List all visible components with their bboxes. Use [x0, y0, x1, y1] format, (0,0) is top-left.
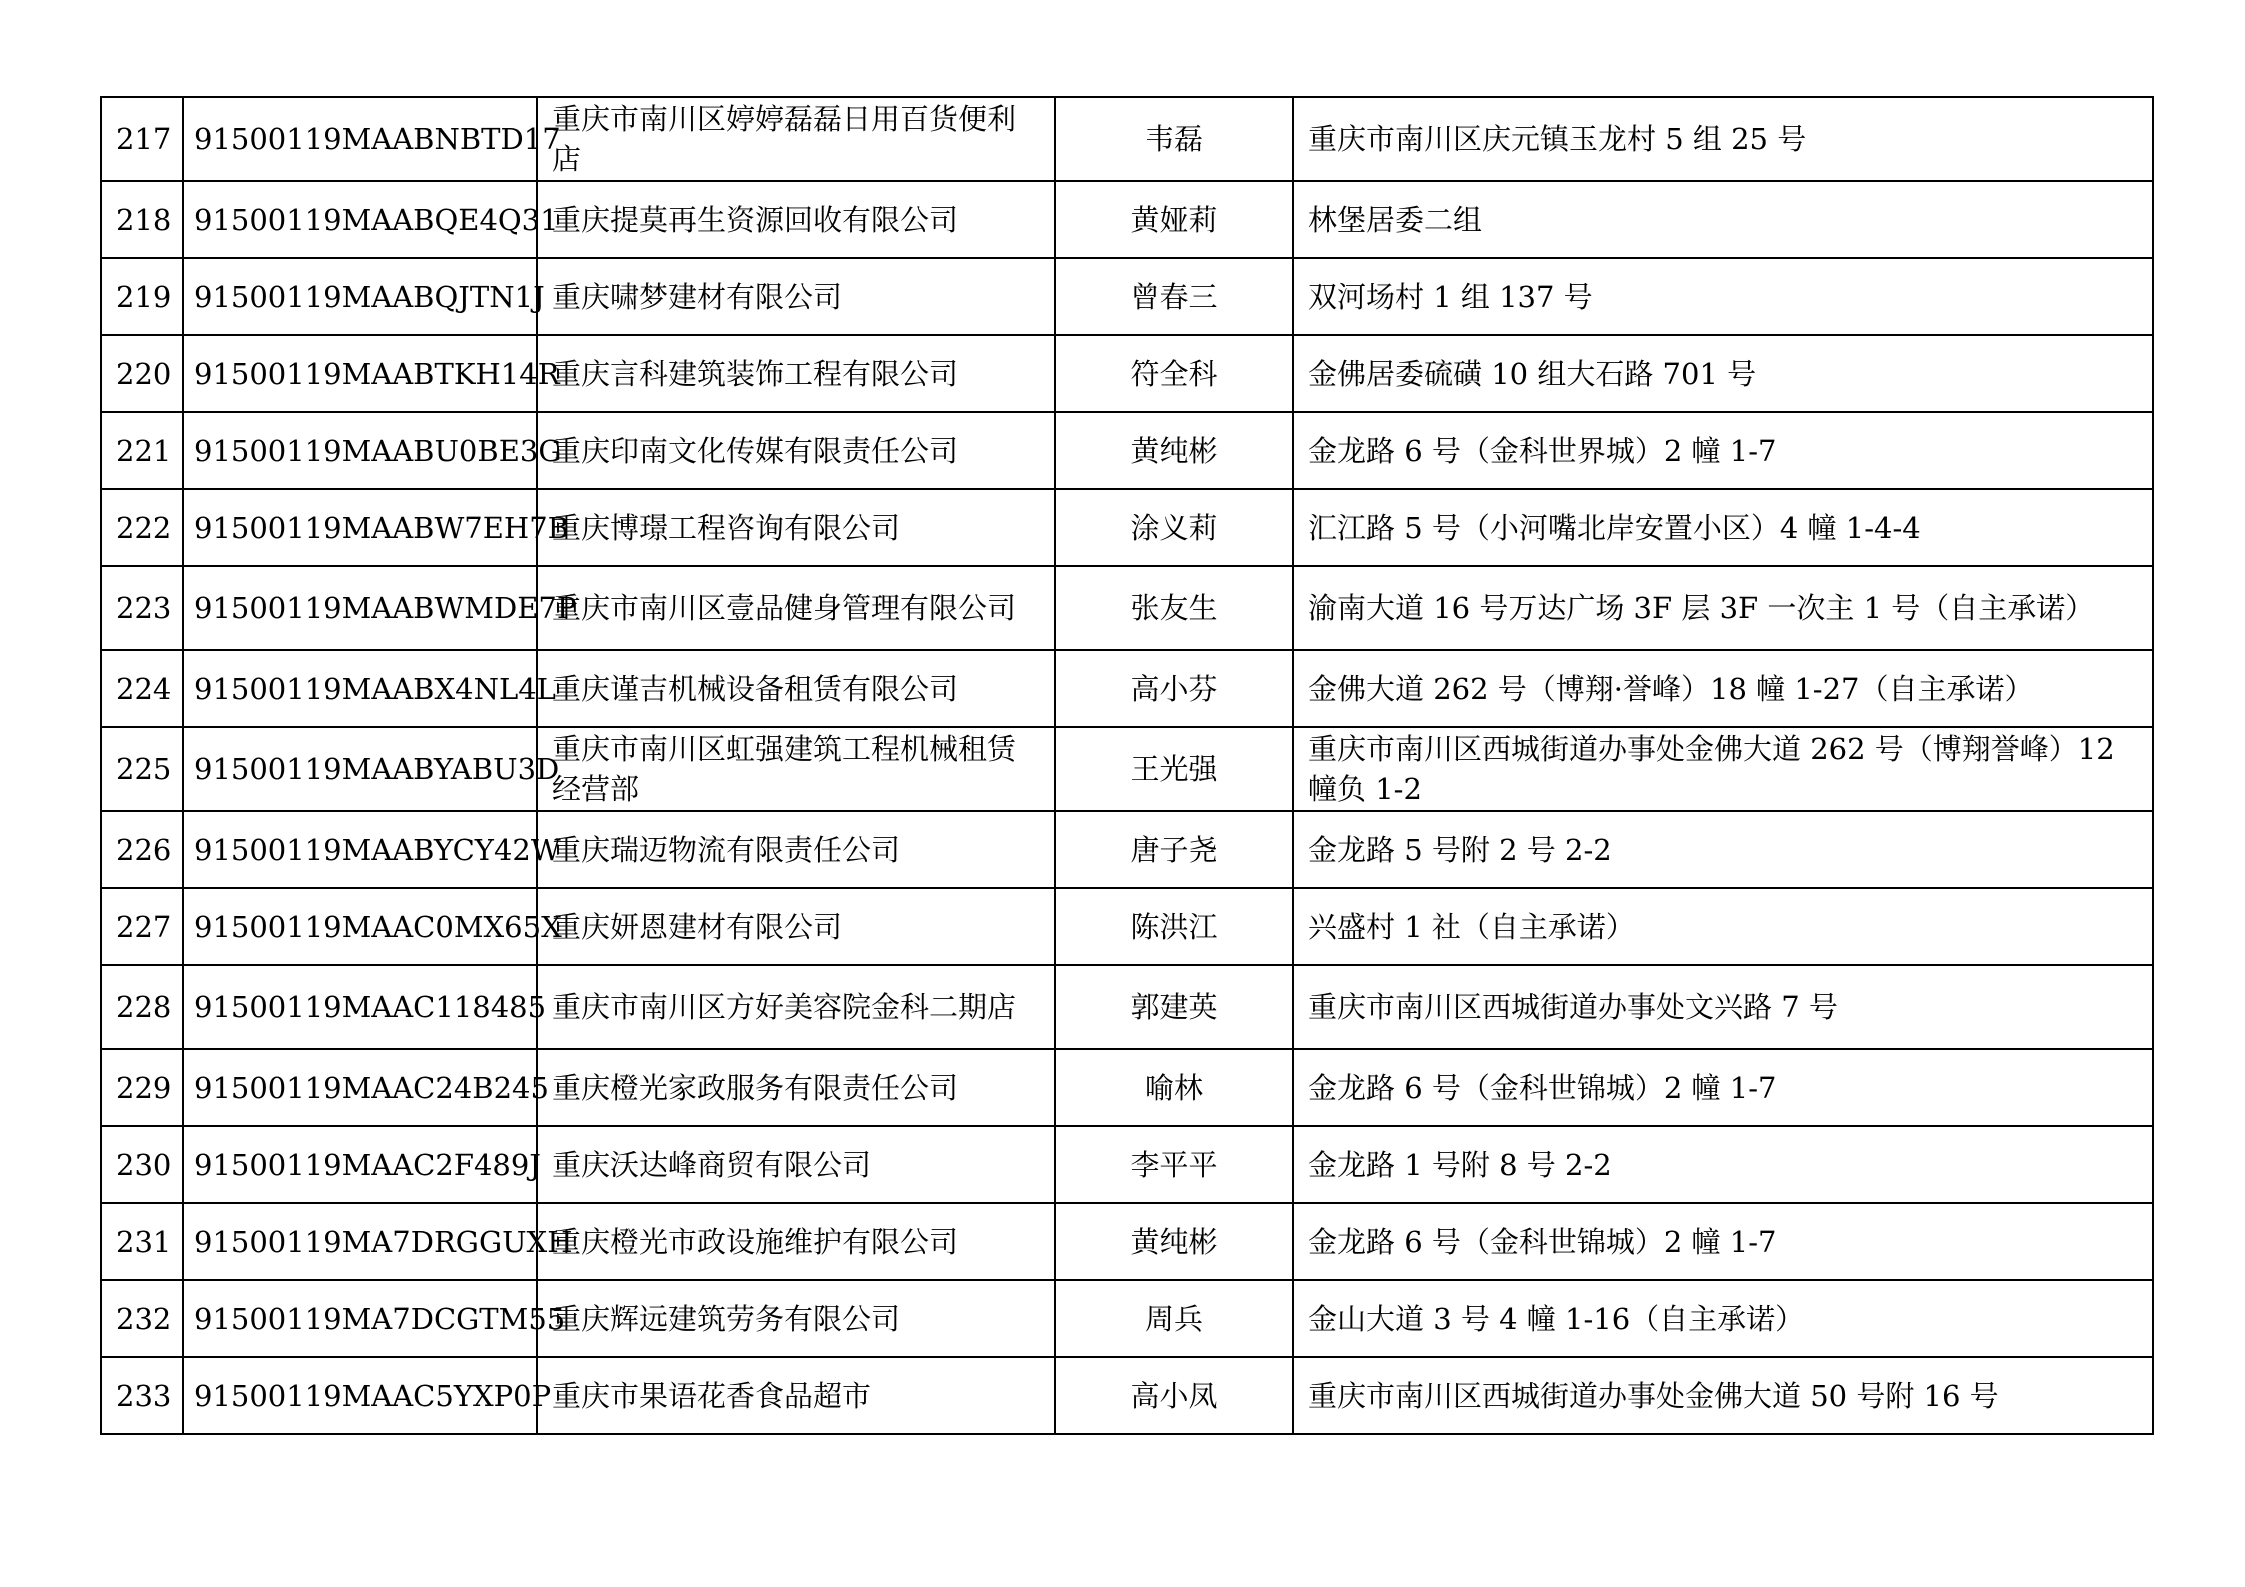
company-name: 重庆市南川区壹品健身管理有限公司	[537, 566, 1055, 650]
table-row	[101, 335, 2153, 412]
company-name: 重庆言科建筑装饰工程有限公司	[537, 335, 1055, 412]
legal-representative: 黄娅莉	[1055, 181, 1293, 258]
row-number: 228	[101, 965, 183, 1049]
company-name: 重庆印南文化传媒有限责任公司	[537, 412, 1055, 489]
table-row	[101, 1357, 2153, 1434]
address: 金龙路 5 号附 2 号 2-2	[1293, 811, 2153, 888]
legal-representative: 高小芬	[1055, 650, 1293, 727]
address: 汇江路 5 号（小河嘴北岸安置小区）4 幢 1-4-4	[1293, 489, 2153, 566]
table-row	[101, 1203, 2153, 1280]
registry-table-body	[101, 97, 2153, 1434]
row-number: 220	[101, 335, 183, 412]
legal-representative: 唐子尧	[1055, 811, 1293, 888]
row-number: 226	[101, 811, 183, 888]
address: 重庆市南川区西城街道办事处金佛大道 262 号（博翔誉峰）12 幢负 1-2	[1293, 727, 2153, 811]
legal-representative: 周兵	[1055, 1280, 1293, 1357]
table-row	[101, 965, 2153, 1049]
credit-code: 91500119MAABW7EH7B	[183, 489, 537, 566]
credit-code: 91500119MAABYABU3D	[183, 727, 537, 811]
company-name: 重庆博璟工程咨询有限公司	[537, 489, 1055, 566]
credit-code: 91500119MAABU0BE3G	[183, 412, 537, 489]
company-name: 重庆市果语花香食品超市	[537, 1357, 1055, 1434]
credit-code: 91500119MAABX4NL4L	[183, 650, 537, 727]
address: 金佛大道 262 号（博翔·誉峰）18 幢 1-27（自主承诺）	[1293, 650, 2153, 727]
table-row	[101, 412, 2153, 489]
registry-table	[100, 96, 2154, 1435]
row-number: 221	[101, 412, 183, 489]
table-row	[101, 1126, 2153, 1203]
address: 金龙路 6 号（金科世界城）2 幢 1-7	[1293, 412, 2153, 489]
address: 林堡居委二组	[1293, 181, 2153, 258]
company-name: 重庆橙光市政设施维护有限公司	[537, 1203, 1055, 1280]
company-name: 重庆沃达峰商贸有限公司	[537, 1126, 1055, 1203]
row-number: 229	[101, 1049, 183, 1126]
address: 渝南大道 16 号万达广场 3F 层 3F 一次主 1 号（自主承诺）	[1293, 566, 2153, 650]
company-name: 重庆市南川区虹强建筑工程机械租赁经营部	[537, 727, 1055, 811]
table-row	[101, 181, 2153, 258]
table-row	[101, 888, 2153, 965]
address: 兴盛村 1 社（自主承诺）	[1293, 888, 2153, 965]
company-name: 重庆啸梦建材有限公司	[537, 258, 1055, 335]
legal-representative: 王光强	[1055, 727, 1293, 811]
company-name: 重庆妍恩建材有限公司	[537, 888, 1055, 965]
row-number: 218	[101, 181, 183, 258]
legal-representative: 曾春三	[1055, 258, 1293, 335]
legal-representative: 黄纯彬	[1055, 1203, 1293, 1280]
table-row	[101, 727, 2153, 811]
legal-representative: 涂义莉	[1055, 489, 1293, 566]
table-row	[101, 811, 2153, 888]
credit-code: 91500119MAABQJTN1J	[183, 258, 537, 335]
legal-representative: 韦磊	[1055, 97, 1293, 181]
legal-representative: 张友生	[1055, 566, 1293, 650]
address: 重庆市南川区庆元镇玉龙村 5 组 25 号	[1293, 97, 2153, 181]
legal-representative: 陈洪江	[1055, 888, 1293, 965]
row-number: 219	[101, 258, 183, 335]
table-row	[101, 1280, 2153, 1357]
address: 金佛居委硫磺 10 组大石路 701 号	[1293, 335, 2153, 412]
address: 重庆市南川区西城街道办事处金佛大道 50 号附 16 号	[1293, 1357, 2153, 1434]
legal-representative: 高小凤	[1055, 1357, 1293, 1434]
address: 金龙路 6 号（金科世锦城）2 幢 1-7	[1293, 1203, 2153, 1280]
credit-code: 91500119MAAC24B245	[183, 1049, 537, 1126]
row-number: 230	[101, 1126, 183, 1203]
credit-code: 91500119MA7DCGTM55	[183, 1280, 537, 1357]
credit-code: 91500119MAAC118485	[183, 965, 537, 1049]
address: 双河场村 1 组 137 号	[1293, 258, 2153, 335]
row-number: 224	[101, 650, 183, 727]
credit-code: 91500119MAABWMDE7P	[183, 566, 537, 650]
legal-representative: 喻林	[1055, 1049, 1293, 1126]
credit-code: 91500119MAAC0MX65X	[183, 888, 537, 965]
address: 金山大道 3 号 4 幢 1-16（自主承诺）	[1293, 1280, 2153, 1357]
credit-code: 91500119MAAC2F489J	[183, 1126, 537, 1203]
table-row	[101, 97, 2153, 181]
legal-representative: 李平平	[1055, 1126, 1293, 1203]
company-name: 重庆谨吉机械设备租赁有限公司	[537, 650, 1055, 727]
row-number: 222	[101, 489, 183, 566]
credit-code: 91500119MA7DRGGUXH	[183, 1203, 537, 1280]
legal-representative: 黄纯彬	[1055, 412, 1293, 489]
credit-code: 91500119MAABQE4Q31	[183, 181, 537, 258]
row-number: 227	[101, 888, 183, 965]
company-name: 重庆市南川区方好美容院金科二期店	[537, 965, 1055, 1049]
table-row	[101, 1049, 2153, 1126]
company-name: 重庆市南川区婷婷磊磊日用百货便利店	[537, 97, 1055, 181]
legal-representative: 郭建英	[1055, 965, 1293, 1049]
company-name: 重庆瑞迈物流有限责任公司	[537, 811, 1055, 888]
company-name: 重庆辉远建筑劳务有限公司	[537, 1280, 1055, 1357]
company-name: 重庆提莫再生资源回收有限公司	[537, 181, 1055, 258]
credit-code: 91500119MAABNBTD17	[183, 97, 537, 181]
table-row	[101, 258, 2153, 335]
table-row	[101, 489, 2153, 566]
row-number: 233	[101, 1357, 183, 1434]
row-number: 223	[101, 566, 183, 650]
row-number: 225	[101, 727, 183, 811]
table-row	[101, 566, 2153, 650]
table-row	[101, 650, 2153, 727]
address: 重庆市南川区西城街道办事处文兴路 7 号	[1293, 965, 2153, 1049]
credit-code: 91500119MAAC5YXP0P	[183, 1357, 537, 1434]
credit-code: 91500119MAABTKH14R	[183, 335, 537, 412]
address: 金龙路 6 号（金科世锦城）2 幢 1-7	[1293, 1049, 2153, 1126]
row-number: 231	[101, 1203, 183, 1280]
credit-code: 91500119MAABYCY42W	[183, 811, 537, 888]
row-number: 232	[101, 1280, 183, 1357]
row-number: 217	[101, 97, 183, 181]
address: 金龙路 1 号附 8 号 2-2	[1293, 1126, 2153, 1203]
company-name: 重庆橙光家政服务有限责任公司	[537, 1049, 1055, 1126]
legal-representative: 符全科	[1055, 335, 1293, 412]
